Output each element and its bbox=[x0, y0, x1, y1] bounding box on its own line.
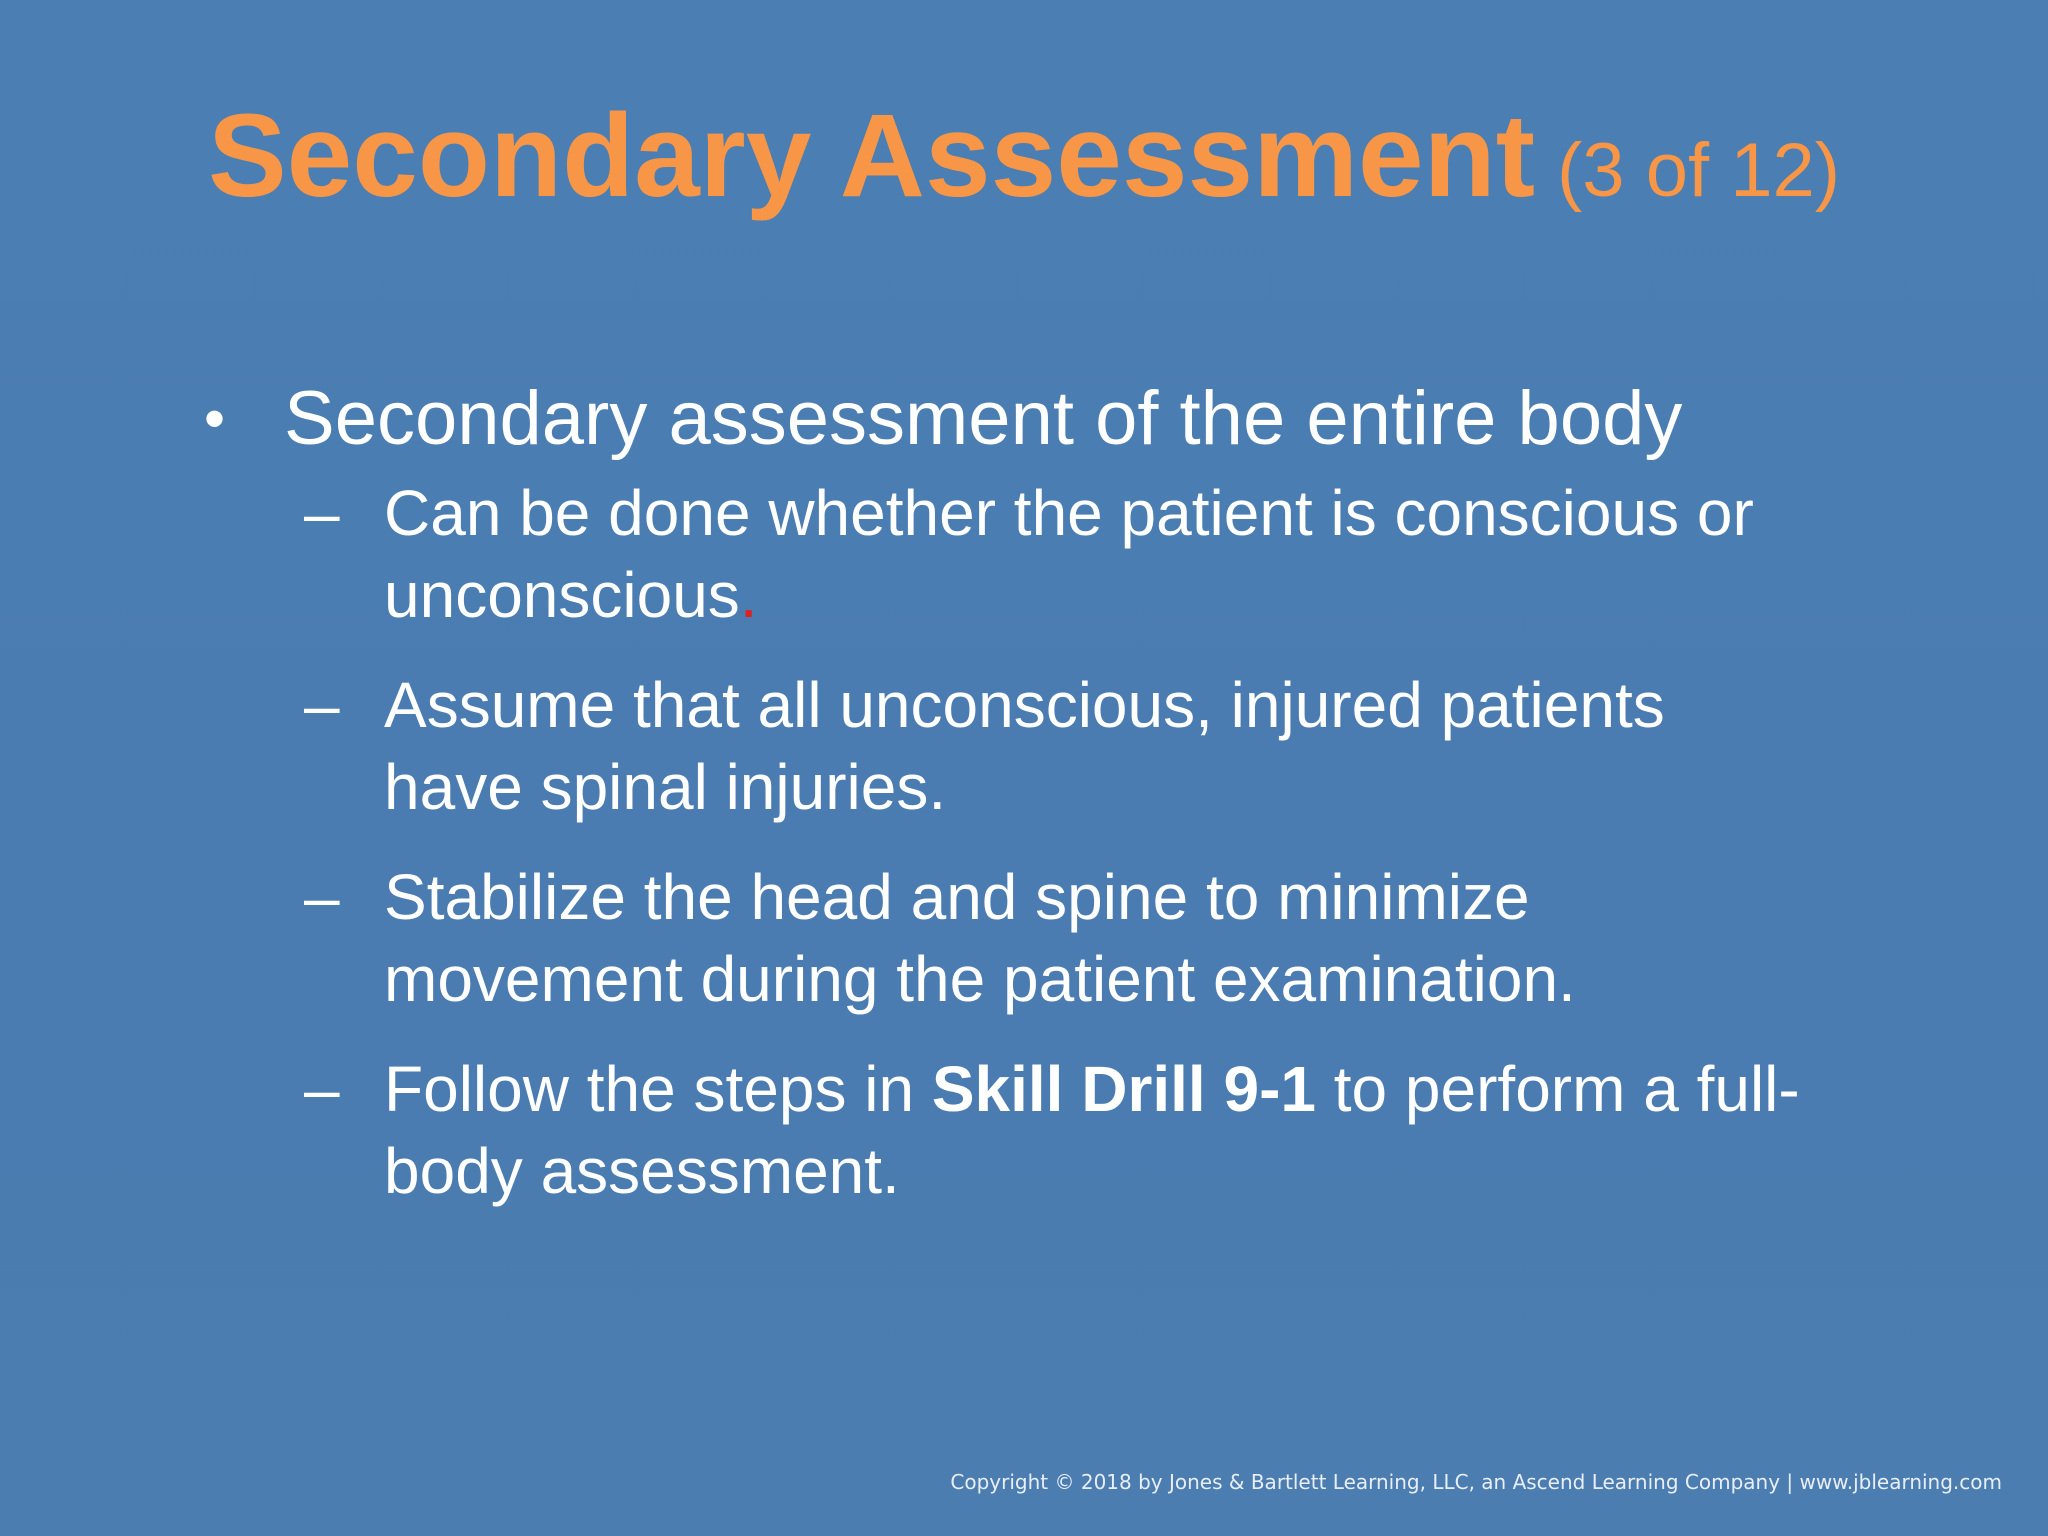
sub-item bbox=[304, 472, 1844, 636]
sub-item-text bbox=[384, 1048, 1804, 1212]
bullet-text: Secondary assessment of the entire body bbox=[284, 376, 1683, 461]
skill-drill-reference: Skill Drill 9-1 bbox=[931, 1053, 1316, 1125]
dash-marker: – bbox=[304, 861, 340, 933]
sub-item-period: . bbox=[739, 559, 758, 631]
dash-marker: – bbox=[304, 669, 340, 741]
sub-item-text-post: to perform a full-body assessment. bbox=[384, 1053, 1800, 1207]
sub-item bbox=[304, 664, 1844, 828]
sub-item-text: Stabilize the head and spine to minimize movement during the patient examination. bbox=[384, 861, 1576, 1015]
bullet-marker: • bbox=[204, 385, 226, 452]
dash-marker: – bbox=[304, 477, 340, 549]
sub-item-text bbox=[384, 472, 1804, 636]
dash-marker: – bbox=[304, 1053, 340, 1125]
copyright-footer: Copyright © 2018 by Jones & Bartlett Learning, LLC, an Ascend Learning Company | www.jblearning.com bbox=[950, 1470, 2002, 1494]
sub-list bbox=[204, 472, 1844, 1212]
slide-content bbox=[204, 372, 1844, 1240]
sub-item-text: Assume that all unconscious, injured patients have spinal injuries. bbox=[384, 669, 1665, 823]
sub-item-text-body: Can be done whether the patient is conscious or unconscious bbox=[384, 477, 1754, 631]
slide-title bbox=[0, 88, 2048, 224]
sub-item-text-pre: Follow the steps in bbox=[384, 1053, 932, 1125]
sub-item bbox=[304, 1048, 1844, 1212]
sub-item bbox=[304, 856, 1844, 1020]
title-main: Secondary Assessment bbox=[207, 90, 1535, 222]
title-page-count: (3 of 12) bbox=[1557, 128, 1841, 213]
bullet-item bbox=[204, 372, 1844, 466]
